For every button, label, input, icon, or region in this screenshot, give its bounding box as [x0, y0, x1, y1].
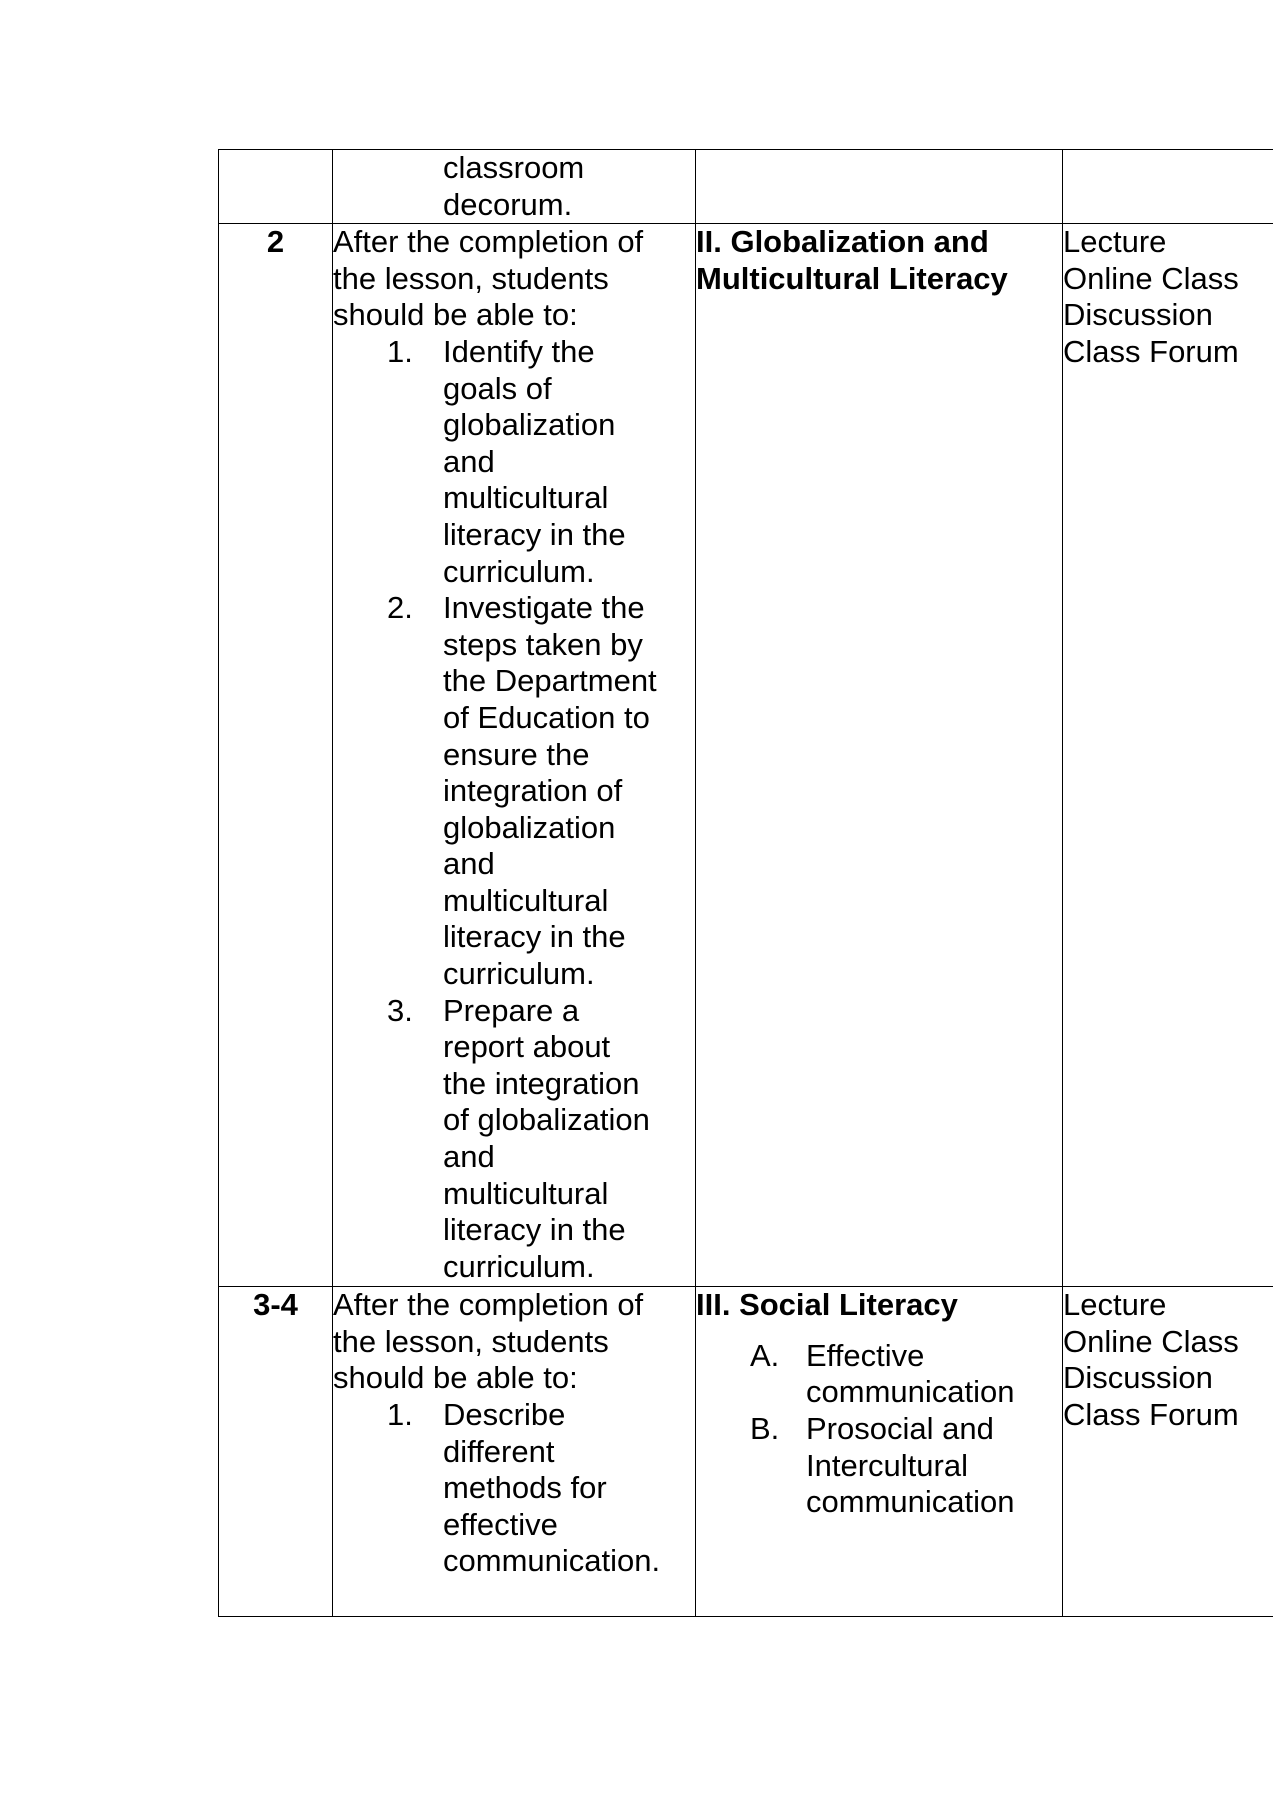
objective-line: integration of	[443, 773, 623, 809]
list-number: 1.	[387, 333, 413, 369]
objective-line: globalization	[443, 809, 616, 845]
list-number: 1.	[387, 1396, 413, 1432]
outcome-intro-line: should be able to:	[333, 1360, 578, 1396]
objective-line: globalization	[443, 407, 616, 443]
subtopic-line: Effective	[806, 1337, 925, 1373]
method-item: Class Forum	[1063, 1396, 1239, 1432]
method-item: Class Forum	[1063, 333, 1239, 369]
topic-cell	[696, 1287, 1063, 1617]
outcome-intro-line: the lesson, students	[333, 1323, 609, 1359]
week-cell: 2	[219, 224, 333, 1287]
method-item: Discussion	[1063, 1360, 1213, 1396]
topic-title: III. Social Literacy	[696, 1287, 958, 1323]
method-item: Online Class	[1063, 1323, 1239, 1359]
method-item: Discussion	[1063, 297, 1213, 333]
week-cell: 3-4	[219, 1287, 333, 1617]
subtopic-line: Intercultural	[806, 1447, 968, 1483]
objective-line: multicultural	[443, 882, 609, 918]
outcome-line: classroom	[443, 150, 585, 185]
method-item: Lecture	[1063, 224, 1167, 260]
objective-line: methods for	[443, 1470, 607, 1506]
list-item	[333, 334, 695, 590]
objective-line: literacy in the	[443, 919, 626, 955]
objective-line: multicultural	[443, 1175, 609, 1211]
list-item	[696, 1411, 1062, 1521]
list-item	[333, 590, 695, 993]
topic-title: II. Globalization and	[696, 224, 989, 260]
method-item: Lecture	[1063, 1287, 1167, 1323]
subtopics-list	[696, 1338, 1062, 1521]
objective-line: report about	[443, 1029, 611, 1065]
objective-line: Identify the	[443, 333, 595, 369]
objective-line: and	[443, 443, 495, 479]
objective-line: literacy in the	[443, 516, 626, 552]
outcome-cell	[333, 150, 696, 224]
method-cell	[1063, 150, 1273, 224]
week-cell	[219, 150, 333, 224]
objective-line: curriculum.	[443, 956, 595, 992]
method-cell	[1063, 1287, 1273, 1617]
list-number: 3.	[387, 992, 413, 1028]
objective-line: Prepare a	[443, 992, 580, 1028]
objective-line: and	[443, 1139, 495, 1175]
outcome-line: decorum.	[443, 186, 573, 222]
outcome-cell	[333, 224, 696, 1287]
objective-line: steps taken by	[443, 626, 643, 662]
objective-line: communication.	[443, 1543, 661, 1579]
table-row	[219, 150, 1273, 224]
table-row	[219, 1287, 1273, 1617]
list-letter: A.	[750, 1337, 780, 1373]
objective-line: curriculum.	[443, 553, 595, 589]
objective-line: the integration	[443, 1065, 640, 1101]
subtopic-line: Prosocial and	[806, 1410, 994, 1446]
subtopic-line: communication	[806, 1484, 1015, 1520]
objective-line: of Education to	[443, 699, 650, 735]
outcome-intro-line: should be able to:	[333, 297, 578, 333]
subtopic-line: communication	[806, 1374, 1015, 1410]
outcome-cell	[333, 1287, 696, 1617]
list-item	[333, 1397, 695, 1580]
objective-line: and	[443, 846, 495, 882]
outcome-intro-line: After the completion of	[333, 1287, 644, 1323]
outcome-intro-line: the lesson, students	[333, 260, 609, 296]
table-row	[219, 224, 1273, 1287]
topic-title: Multicultural Literacy	[696, 260, 1008, 296]
objective-line: Investigate the	[443, 590, 645, 626]
outcome-intro-line: After the completion of	[333, 224, 644, 260]
objective-line: of globalization	[443, 1102, 650, 1138]
objective-line: effective	[443, 1506, 558, 1542]
objective-line: multicultural	[443, 480, 609, 516]
list-letter: B.	[750, 1410, 780, 1446]
objective-line: literacy in the	[443, 1212, 626, 1248]
objective-line: ensure the	[443, 736, 590, 772]
list-item	[333, 993, 695, 1286]
objective-line: the Department	[443, 663, 657, 699]
objectives-list	[333, 334, 695, 1285]
method-cell	[1063, 224, 1273, 1287]
topic-cell	[696, 224, 1063, 1287]
objective-line: curriculum.	[443, 1248, 595, 1284]
syllabus-table	[218, 149, 1273, 1617]
topic-cell	[696, 150, 1063, 224]
method-item: Online Class	[1063, 260, 1239, 296]
list-number: 2.	[387, 590, 413, 626]
objective-line: different	[443, 1433, 555, 1469]
objective-line: goals of	[443, 370, 552, 406]
list-item	[696, 1338, 1062, 1411]
objective-line: Describe	[443, 1396, 566, 1432]
objectives-list	[333, 1397, 695, 1580]
